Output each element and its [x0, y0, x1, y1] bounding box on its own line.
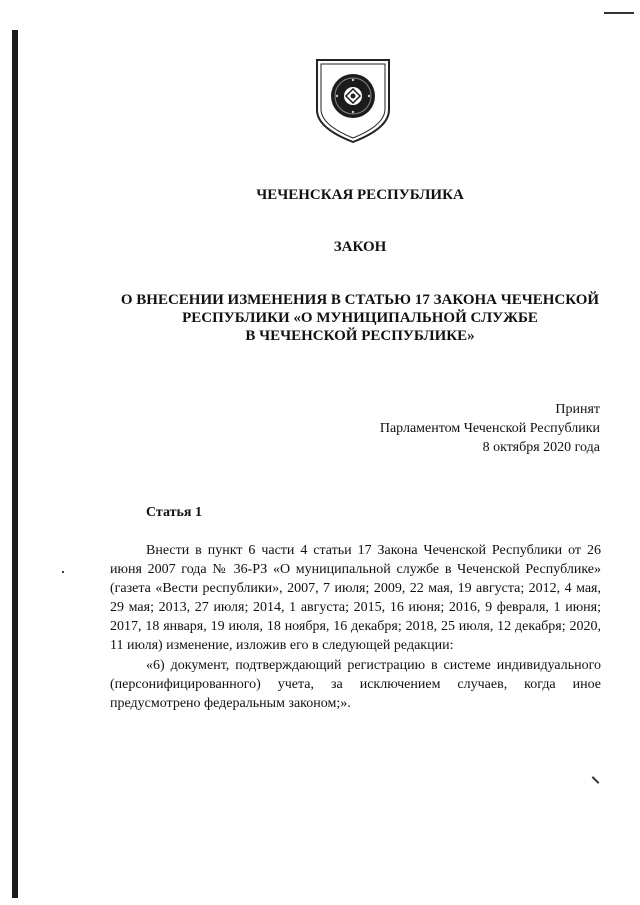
adoption-label: Принят [555, 402, 600, 417]
adoption-date: 8 октября 2020 года [482, 440, 600, 455]
article-title: Статья 1 [146, 505, 202, 520]
amendment-text: «6) документ, подтверждающий регистрацию в системе индивидуального (персонифицированного) учета, за исключением случаев, когда иное предусмотрено федеральным законом;». [110, 658, 601, 711]
law-title-line-3: В ЧЕЧЕНСКОЙ РЕСПУБЛИКЕ» [245, 328, 475, 344]
scan-mark [604, 12, 634, 14]
scan-speck [62, 571, 64, 573]
adoption-block [380, 400, 600, 457]
article-paragraph: Внести в пункт 6 части 4 статьи 17 Закона Чеченской Республики от 26 июня 2007 года № 36-РЗ «О муниципальной службе в Чеченской Республике» (газета «Вести республики», 2007, 7 июля; 2009, 22 мая, 19 августа; 2012, 4 мая, 29 мая; 2013, 27 июля; 2014, 1 августа; 2015, 16 июня; 2016, 9 февраля, 1 июня; 2017, 18 января, 19 июля, 18 ноября, 16 декабря; 2018, 25 июля, 12 декабря; 2020, 11 июля) изменение, изложив его в следующей редакции: [110, 543, 601, 653]
coat-of-arms-icon [313, 56, 393, 144]
region-heading: ЧЕЧЕНСКАЯ РЕСПУБЛИКА [256, 187, 464, 203]
document-type: ЗАКОН [333, 239, 387, 255]
scan-mark [592, 776, 600, 784]
law-title-line-1: О ВНЕСЕНИИ ИЗМЕНЕНИЯ В СТАТЬЮ 17 ЗАКОНА ЧЕЧЕНСКОЙ [120, 292, 600, 308]
law-title-line-2: РЕСПУБЛИКИ «О МУНИЦИПАЛЬНОЙ СЛУЖБЕ [182, 310, 538, 326]
scan-margin-bar [12, 30, 18, 898]
adoption-body: Парламентом Чеченской Республики [379, 421, 600, 436]
